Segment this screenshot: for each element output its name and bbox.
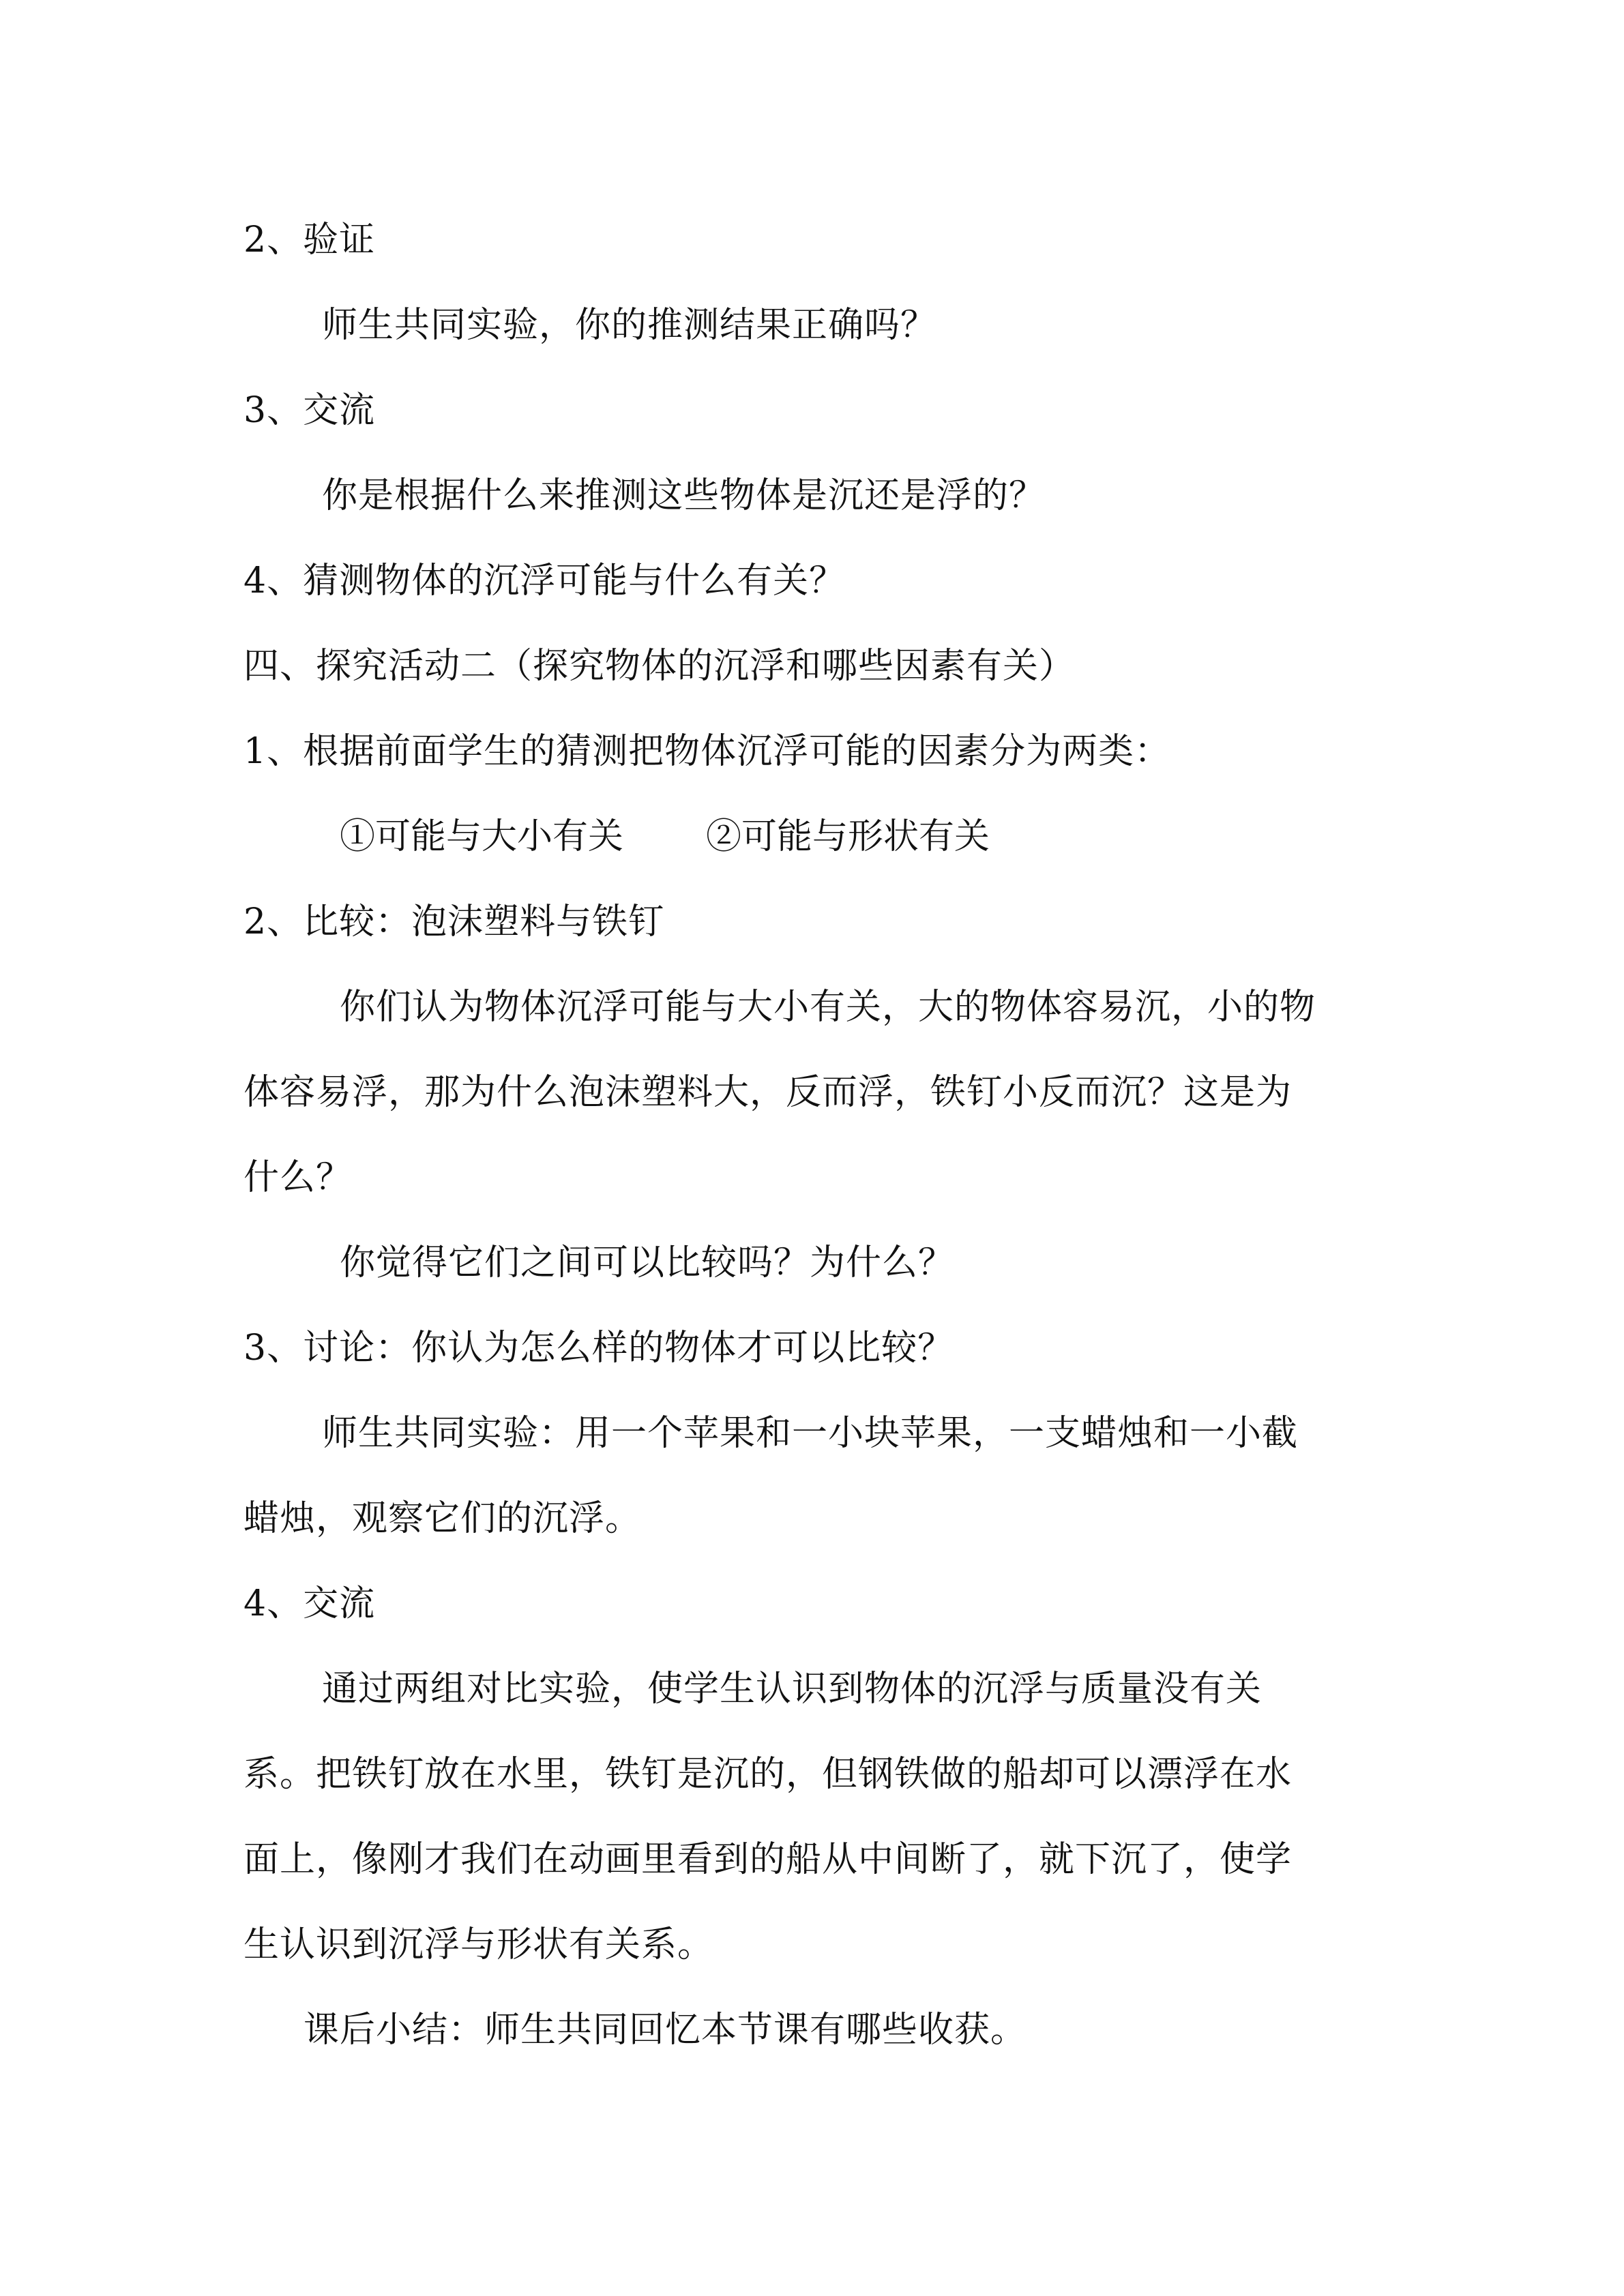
paragraph-text: 师生共同实验，你的推测结果正确吗？ [322,305,937,346]
paragraph-text: 面上，像刚才我们在动画里看到的船从中间断了，就下沉了，使学 [243,1839,1293,1880]
paragraph-text: 生认识到沉浮与形状有关系。 [243,1924,714,1965]
option-shape: ②可能与形状有关 [706,816,990,857]
paragraph-text: 体容易浮，那为什么泡沫塑料大，反而浮，铁钉小反而沉？这是为 [243,1072,1293,1113]
paragraph-text: 你是根据什么来推测这些物体是沉还是浮的？ [322,475,1046,516]
section-heading-exchange: 3、交流 [243,390,376,431]
paragraph-text: 系。把铁钉放在水里，铁钉是沉的，但钢铁做的船却可以漂浮在水 [243,1754,1293,1795]
paragraph-text: 你们认为物体沉浮可能与大小有关，大的物体容易沉，小的物 [340,987,1316,1028]
section-heading-factors: 1、根据前面学生的猜测把物体沉浮可能的因素分为两类： [243,731,1171,772]
section-heading-compare: 2、比较：泡沫塑料与铁钉 [243,901,665,942]
section-heading-discuss: 3、讨论：你认为怎么样的物体才可以比较？ [243,1328,954,1369]
paragraph-text: 蜡烛，观察它们的沉浮。 [243,1498,642,1539]
paragraph-text: 通过两组对比实验，使学生认识到物体的沉浮与质量没有关 [322,1669,1263,1710]
paragraph-text: 师生共同实验：用一个苹果和一小块苹果，一支蜡烛和一小截 [322,1413,1299,1454]
paragraph-text: 什么？ [243,1157,353,1198]
option-size: ①可能与大小有关 [340,816,624,857]
section-heading-guess: 4、猜测物体的沉浮可能与什么有关？ [243,561,846,601]
section-heading-activity-two: 四、探究活动二（探究物体的沉浮和哪些因素有关） [243,646,1076,687]
paragraph-text: 你觉得它们之间可以比较吗？为什么？ [340,1242,955,1283]
section-heading-verify: 2、验证 [243,220,376,260]
section-heading-exchange-two: 4、交流 [243,1583,376,1624]
summary-text: 课后小结：师生共同回忆本节课有哪些收获。 [304,2010,1027,2051]
